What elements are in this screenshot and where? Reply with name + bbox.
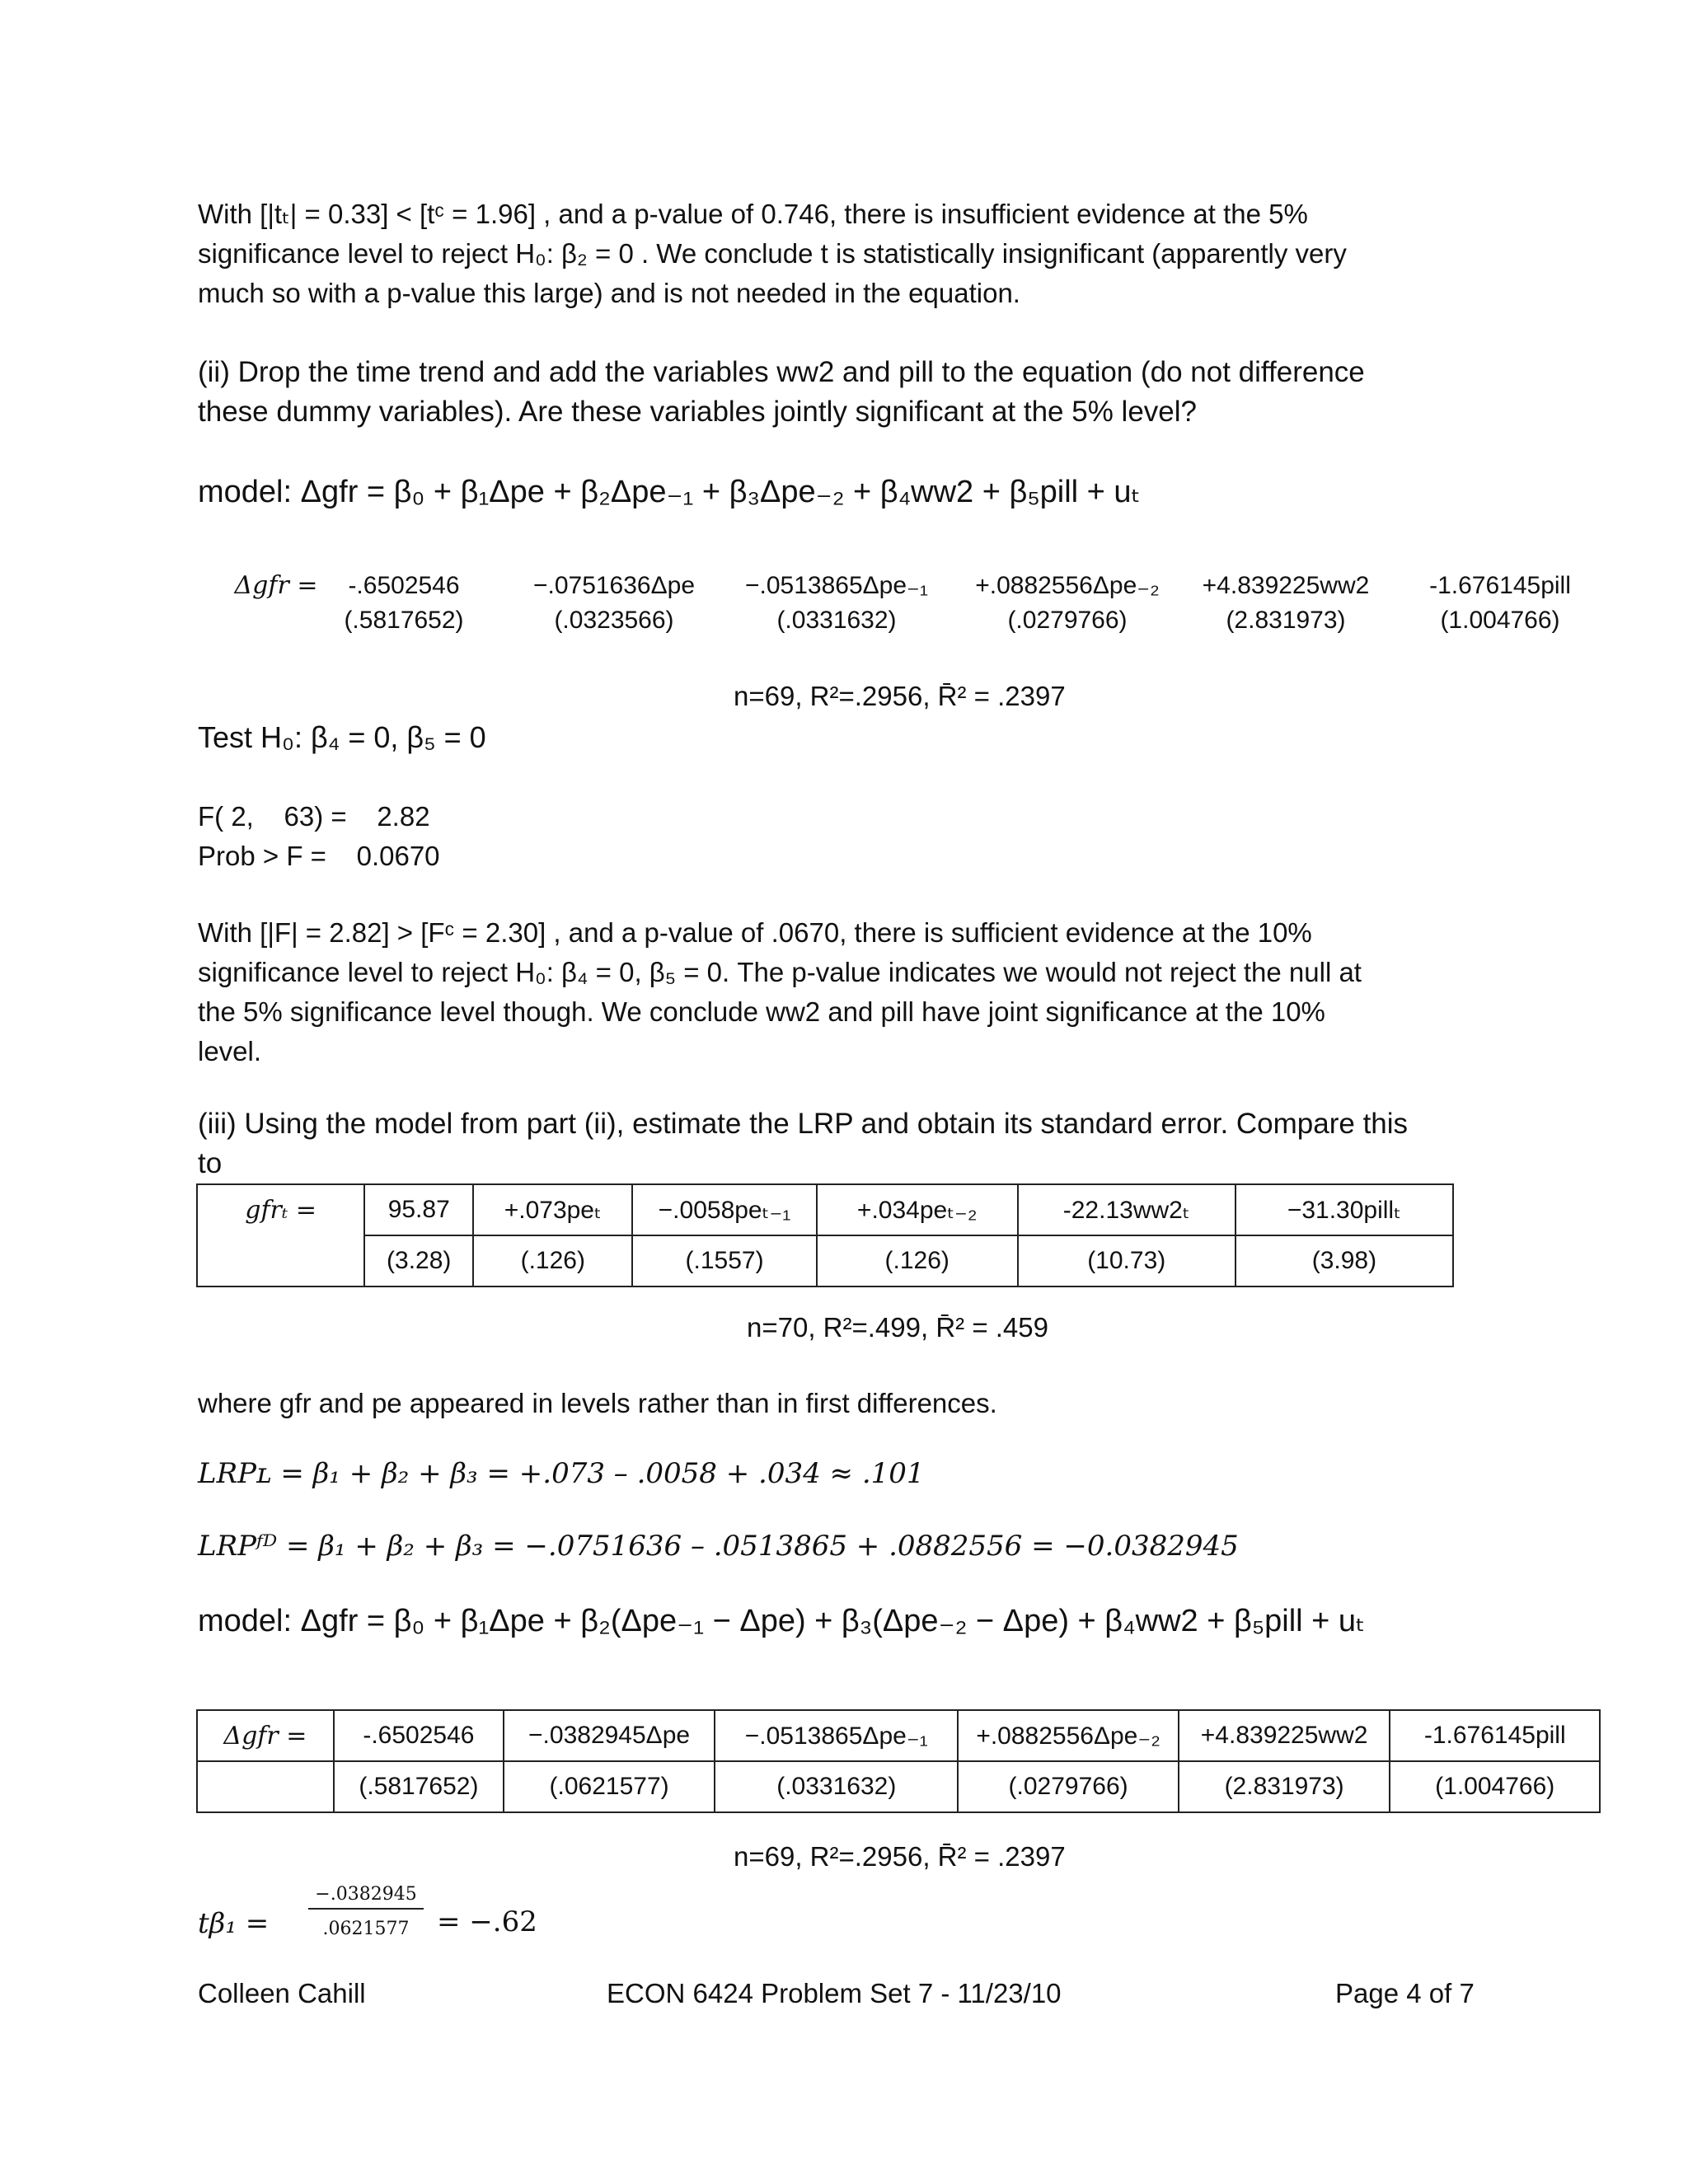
conclusion-paragraph-2 [198, 913, 1500, 1071]
where-note: where gfr and pe appeared in levels rather than in first differences. [198, 1388, 997, 1418]
lrp-first-differences: LRPᶠᴰ = β₁ + β₂ + β₃ = −.0751636 – .0513865 + .0882556 = −0.0382945 [198, 1530, 1239, 1563]
regression-lhs: Δgfr = [197, 1710, 334, 1761]
f-statistic: F( 2, 63) = 2.82 [198, 801, 430, 832]
regression-stats-1: n=69, R²=.2956, R̄² = .2397 [734, 681, 1066, 711]
se-pill: (1.004766) [1440, 607, 1560, 634]
coef-intercept: 95.87 [364, 1184, 473, 1235]
t-statistic-numerator: −.0382945 [308, 1884, 424, 1910]
coef-pill: −31.30pillₜ [1236, 1184, 1453, 1235]
se-pe-lag1: (.1557) [632, 1235, 817, 1286]
coef-pe-lag2: +.034peₜ₋₂ [817, 1184, 1018, 1235]
regression-lhs: gfrₜ = [197, 1184, 364, 1235]
coef-dpe-lag1: −.0513865Δpe₋₁ [744, 572, 928, 599]
model-equation-1: model: Δgfr = β₀ + β₁Δpe + β₂Δpe₋₁ + β₃Δpe₋₂ + β₄ww2 + β₅pill + uₜ [198, 475, 1141, 509]
se-dpe-lag1: (.0331632) [715, 1761, 958, 1812]
footer-course: ECON 6424 Problem Set 7 - 11/23/10 [607, 1978, 1062, 2008]
se-ww2: (2.831973) [1179, 1761, 1390, 1812]
regression-stats-2: n=70, R²=.499, R̄² = .459 [747, 1312, 1048, 1343]
t-statistic [198, 1882, 537, 1973]
se-ww2: (2.831973) [1226, 607, 1346, 634]
text-line: With [|tₜ| = 0.33] < [tᶜ = 1.96] , and a p-value of 0.746, there is insufficient evidence at the 5% [198, 199, 1308, 229]
text-line: (iii) Using the model from part (ii), estimate the LRP and obtain its standard error. Compare this [198, 1108, 1409, 1140]
se-pill: (1.004766) [1390, 1761, 1600, 1812]
se-pill: (3.98) [1236, 1235, 1453, 1286]
coef-intercept: -.6502546 [348, 572, 460, 599]
text-line: to [198, 1147, 223, 1179]
coef-dpe-lag1: −.0513865Δpe₋₁ [715, 1710, 958, 1761]
empty-cell [197, 1761, 334, 1812]
regression-output-1 [198, 569, 1599, 651]
text-line: significance level to reject H₀: β₂ = 0 . We conclude t is statistically insignificant (apparently very [198, 238, 1347, 269]
coef-dpe: −.0382945Δpe [504, 1710, 715, 1761]
se-dpe-lag2: (.0279766) [1007, 607, 1128, 634]
se-dpe: (.0323566) [554, 607, 674, 634]
lrp-levels: LRPʟ = β₁ + β₂ + β₃ = +.073 – .0058 + .034 ≈ .101 [198, 1457, 925, 1490]
text-line: level. [198, 1036, 262, 1066]
footer-page-number: Page 4 of 7 [1335, 1978, 1475, 2008]
coef-pe: +.073peₜ [473, 1184, 632, 1235]
question-part-ii [198, 353, 1500, 432]
regression-lhs: Δgfr = [234, 571, 318, 600]
regression-table-2 [196, 1183, 1454, 1287]
regression-table-3 [196, 1709, 1601, 1813]
hypothesis-statement: Test H₀: β₄ = 0, β₅ = 0 [198, 720, 486, 754]
f-pvalue: Prob > F = 0.0670 [198, 841, 440, 871]
question-part-iii [198, 1104, 1550, 1183]
se-pe: (.126) [473, 1235, 632, 1286]
coef-pe-lag1: −.0058peₜ₋₁ [632, 1184, 817, 1235]
conclusion-paragraph-1 [198, 194, 1500, 313]
text-line: (ii) Drop the time trend and add the variables ww2 and pill to the equation (do not difference [198, 356, 1365, 388]
coef-intercept: -.6502546 [334, 1710, 504, 1761]
t-statistic-lhs: tβ₁ = [198, 1907, 270, 1940]
model-equation-2: model: Δgfr = β₀ + β₁Δpe + β₂(Δpe₋₁ − Δpe) + β₃(Δpe₋₂ − Δpe) + β₄ww2 + β₅pill + uₜ [198, 1604, 1366, 1638]
se-dpe: (.0621577) [504, 1761, 715, 1812]
footer-author: Colleen Cahill [198, 1978, 366, 2008]
coef-pill: -1.676145pill [1390, 1710, 1600, 1761]
coef-ww2: +4.839225ww2 [1179, 1710, 1390, 1761]
se-intercept: (.5817652) [344, 607, 464, 634]
se-dpe-lag1: (.0331632) [776, 607, 897, 634]
coef-ww2: +4.839225ww2 [1202, 572, 1370, 599]
coef-dpe-lag2: +.0882556Δpe₋₂ [958, 1710, 1178, 1761]
se-intercept: (3.28) [364, 1235, 473, 1286]
se-ww2: (10.73) [1018, 1235, 1236, 1286]
t-statistic-denominator: .0621577 [322, 1919, 410, 1939]
text-line: these dummy variables). Are these variables jointly significant at the 5% level? [198, 396, 1197, 428]
coef-ww2: -22.13ww2ₜ [1018, 1184, 1236, 1235]
empty-cell [197, 1235, 364, 1286]
t-statistic-value: = −.62 [437, 1905, 537, 1938]
text-line: significance level to reject H₀: β₄ = 0, β₅ = 0. The p-value indicates we would not reject the null at [198, 957, 1362, 987]
regression-stats-3: n=69, R²=.2956, R̄² = .2397 [734, 1841, 1066, 1872]
text-line: the 5% significance level though. We conclude ww2 and pill have joint significance at the 10% [198, 996, 1325, 1027]
coef-dpe-lag2: +.0882556Δpe₋₂ [975, 572, 1160, 599]
se-intercept: (.5817652) [334, 1761, 504, 1812]
text-line: With [|F| = 2.82] > [Fᶜ = 2.30] , and a p-value of .0670, there is sufficient evidence at the 10% [198, 917, 1312, 948]
text-line: much so with a p-value this large) and is not needed in the equation. [198, 278, 1020, 308]
se-pe-lag2: (.126) [817, 1235, 1018, 1286]
coef-pill: -1.676145pill [1429, 572, 1571, 599]
coef-dpe: −.0751636Δpe [532, 572, 696, 599]
se-dpe-lag2: (.0279766) [958, 1761, 1178, 1812]
